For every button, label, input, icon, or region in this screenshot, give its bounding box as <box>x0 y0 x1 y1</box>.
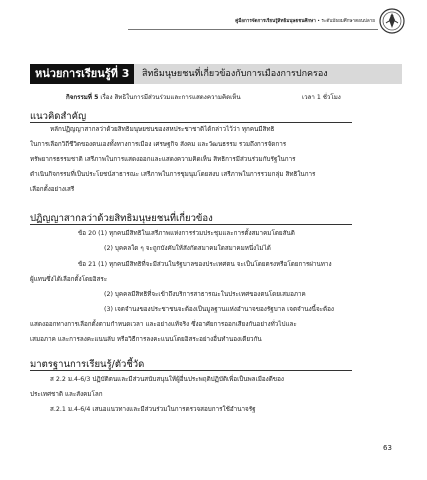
activity-label: กิจกรรมที่ 5 <box>66 94 99 101</box>
unit-title: สิทธิมนุษยชนที่เกี่ยวข้องกับการเมืองการปกครอง <box>142 69 328 79</box>
header-divider <box>128 29 378 30</box>
activity-title <box>66 92 241 102</box>
standards-line: ประเทศชาติ และสังคมโลก <box>30 391 103 398</box>
page-header <box>235 8 405 34</box>
emblem-logo-icon <box>379 8 405 34</box>
unit-number: หน่วยการเรียนรู้ที่ 3 <box>30 64 134 84</box>
standards-line: ส 2.2 ม.4-6/3 ปฏิบัติตนและมีส่วนสนับสนุนให้ผู้อื่นประพฤติปฏิบัติเพื่อเป็นพลเมืองดีของ <box>50 376 284 383</box>
declaration-line: เสมอภาค และการลงคะแนนลับ หรือวิธีการลงคะแนนโดยอิสระอย่างอื่นทำนองเดียวกัน <box>30 336 262 343</box>
declaration-line: ข้อ 21 (1) ทุกคนมีสิทธิที่จะมีส่วนในรัฐบาลของประเทศตน จะเป็นโดยตรงหรือโดยการผ่านทาง <box>78 261 332 268</box>
section-heading-standards: มาตรฐานการเรียนรู้/ตัวชี้วัด <box>30 359 145 370</box>
section-heading-concept: แนวคิดสำคัญ <box>30 111 87 122</box>
declaration-line: (2) บุคคลมีสิทธิที่จะเข้าถึงบริการสาธารณะในประเทศของตนโดยเสมอภาค <box>104 291 306 298</box>
section-divider <box>30 370 352 371</box>
concept-line: ในการเลือกวิถีชีวิตของตนเองทั้งทางการเมือง เศรษฐกิจ สังคม และวัฒนธรรม รวมถึงการจัดการ <box>30 141 287 148</box>
declaration-line: แสดงออกทางการเลือกตั้งตามกำหนดเวลา และอย่างแท้จริง ซึ่งอาศัยการออกเสียงกันอย่างทั่วไปและ <box>30 321 297 328</box>
manual-title: คู่มือการจัดการเรียนรู้สิทธิมนุษยชนศึกษา <box>235 18 316 24</box>
level-label: • ระดับมัธยมศึกษาตอนปลาย <box>315 18 375 24</box>
section-divider <box>30 122 352 123</box>
concept-line: หลักปฏิญญาสากลว่าด้วยสิทธิมนุษยชนของสหประชาชาติได้กล่าวไว้ว่า ทุกคนมีสิทธิ <box>50 126 275 133</box>
declaration-line: ข้อ 20 (1) ทุกคนมีสิทธิในเสรีภาพแห่งการร่วมประชุมและการตั้งสมาคมโดยสันติ <box>78 230 295 237</box>
concept-line: ทรัพยากรธรรมชาติ เสรีภาพในการแสดงออกและแสดงความคิดเห็น สิทธิการมีส่วนร่วมกับรัฐในการ <box>30 156 296 163</box>
page-number: 63 <box>383 444 392 452</box>
running-header <box>235 18 375 25</box>
concept-line: เลือกตั้งอย่างเสรี <box>30 186 75 193</box>
unit-banner <box>30 64 402 84</box>
declaration-line: ผู้แทนซึ่งได้เลือกตั้งโดยอิสระ <box>30 276 108 283</box>
declaration-line: (2) บุคคลใด ๆ จะถูกบังคับให้สังกัดสมาคมใดสมาคมหนึ่งไม่ได้ <box>104 245 271 252</box>
section-heading-declaration: ปฏิญญาสากลว่าด้วยสิทธิมนุษยชนที่เกี่ยวข้อง <box>30 213 213 224</box>
section-divider <box>30 224 352 225</box>
declaration-line: (3) เจตจำนงของประชาชนจะต้องเป็นมูลฐานแห่งอำนาจของรัฐบาล เจตจำนงนี้จะต้อง <box>104 306 334 313</box>
standards-line: ส.2.1 ม.4-6/4 เสนอแนวทางและมีส่วนร่วมในการตรวจสอบการใช้อำนาจรัฐ <box>50 406 256 413</box>
concept-line: ดำเนินกิจกรรมที่เป็นประโยชน์สาธารณะ เสรีภาพในการชุมนุมโดยสงบ เสรีภาพในการรวมกลุ่ม สิทธิในการ <box>30 171 316 178</box>
activity-text: เรื่อง สิทธิในการมีส่วนร่วมและการแสดงความคิดเห็น <box>98 94 241 101</box>
activity-duration: เวลา 1 ชั่วโมง <box>302 94 341 101</box>
